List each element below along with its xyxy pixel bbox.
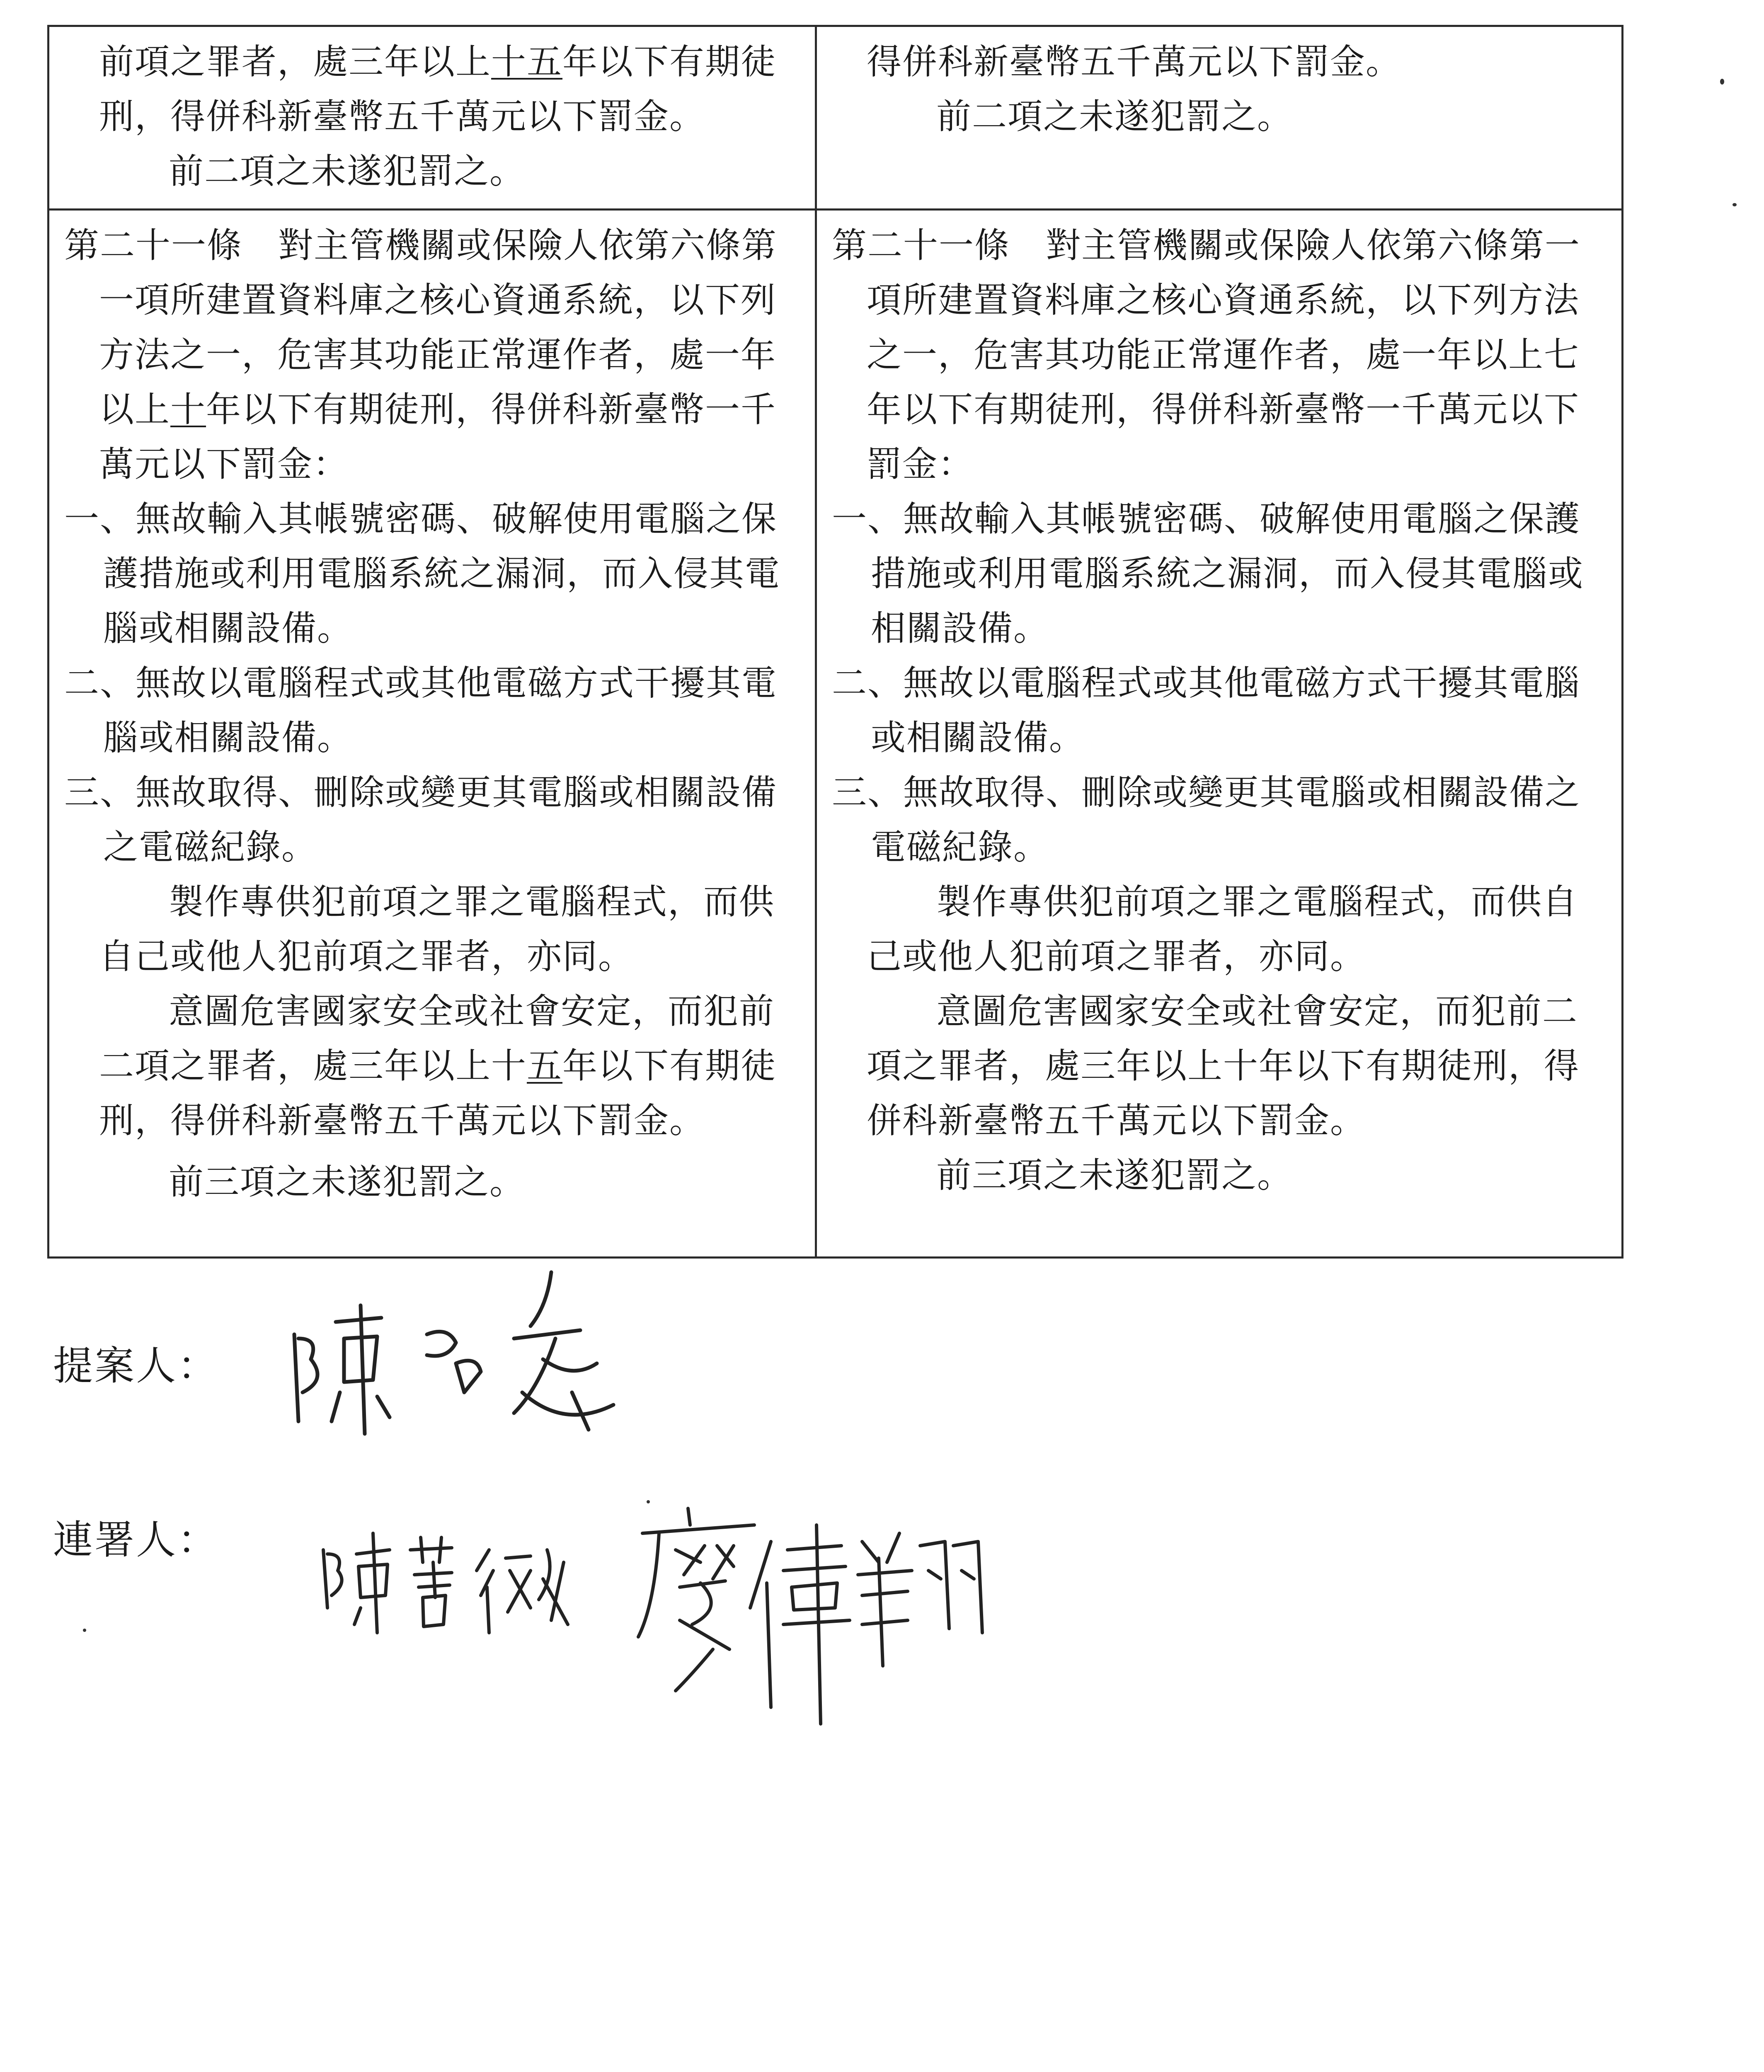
article-paragraph: 意圖危害國家安全或社會安定，而犯前二項之罪者，處三年以上十五年以下有期徒刑，得併科新臺幣五千萬元以下罰金。 bbox=[99, 991, 777, 1141]
scan-speck bbox=[647, 1500, 650, 1503]
article-item: 二、無故以電腦程式或其他電磁方式干擾其電腦或相關設備。 bbox=[832, 663, 1581, 758]
cosigner-signature-2 bbox=[630, 1500, 1003, 1732]
article-item: 三、無故取得、刪除或變更其電腦或相關設備之電磁紀錄。 bbox=[832, 772, 1581, 867]
article-item: 二、無故以電腦程式或其他電磁方式干擾其電腦或相關設備。 bbox=[64, 663, 778, 758]
proposer-signature bbox=[282, 1256, 655, 1455]
table-row bbox=[48, 26, 1623, 210]
article-paragraph: 製作專供犯前項之罪之電腦程式，而供自己或他人犯前項之罪者，亦同。 bbox=[99, 881, 775, 977]
current-article-cell bbox=[816, 210, 1623, 1258]
cosigner-signature-1 bbox=[315, 1525, 605, 1658]
article-item: 一、無故輸入其帳號密碼、破解使用電腦之保護措施或利用電腦系統之漏洞，而入侵其電腦或相關設備。 bbox=[64, 499, 781, 649]
scan-speck bbox=[1732, 203, 1737, 206]
article-heading: 第二十一條 對主管機關或保險人依第六條第一項所建置資料庫之核心資通系統，以下列方法之一，危害其功能正常運作者，處一年以上七年以下有期徒刑，得併科新臺幣一千萬元以下罰金： bbox=[832, 225, 1581, 484]
article-heading: 第二十一條 對主管機關或保險人依第六條第一項所建置資料庫之核心資通系統，以下列方法之一，危害其功能正常運作者，處一年以上十年以下有期徒刑，得併科新臺幣一千萬元以下罰金： bbox=[64, 225, 778, 484]
article-paragraph: 前三項之未遂犯罰之。 bbox=[936, 1155, 1293, 1196]
article-paragraph: 製作專供犯前項之罪之電腦程式，而供自己或他人犯前項之罪者，亦同。 bbox=[867, 881, 1578, 977]
article-paragraph: 前三項之未遂犯罰之。 bbox=[169, 1162, 526, 1202]
scan-speck bbox=[83, 1629, 86, 1632]
comparison-table bbox=[47, 25, 1623, 1259]
scan-speck bbox=[1720, 79, 1724, 85]
article-item: 三、無故取得、刪除或變更其電腦或相關設備之電磁紀錄。 bbox=[64, 772, 778, 867]
clause-text: 前項之罪者，處三年以上十五年以下有期徒刑，得併科新臺幣五千萬元以下罰金。 bbox=[99, 41, 777, 137]
amended-text-cell bbox=[48, 26, 816, 210]
article-item: 一、無故輸入其帳號密碼、破解使用電腦之保護措施或利用電腦系統之漏洞，而入侵其電腦或相關設備。 bbox=[832, 499, 1584, 649]
clause-text: 前二項之未遂犯罰之。 bbox=[169, 151, 526, 191]
clause-text: 得併科新臺幣五千萬元以下罰金。 bbox=[867, 41, 1402, 82]
cosigner-label: 連署人： bbox=[53, 1517, 219, 1563]
clause-text: 前二項之未遂犯罰之。 bbox=[936, 96, 1293, 137]
proposer-label: 提案人： bbox=[53, 1343, 219, 1389]
current-text-cell bbox=[816, 26, 1623, 210]
table-row bbox=[48, 210, 1623, 1258]
article-paragraph: 意圖危害國家安全或社會安定，而犯前二項之罪者，處三年以上十年以下有期徒刑，得併科新臺幣五千萬元以下罰金。 bbox=[867, 991, 1580, 1141]
amended-article-cell bbox=[48, 210, 816, 1258]
